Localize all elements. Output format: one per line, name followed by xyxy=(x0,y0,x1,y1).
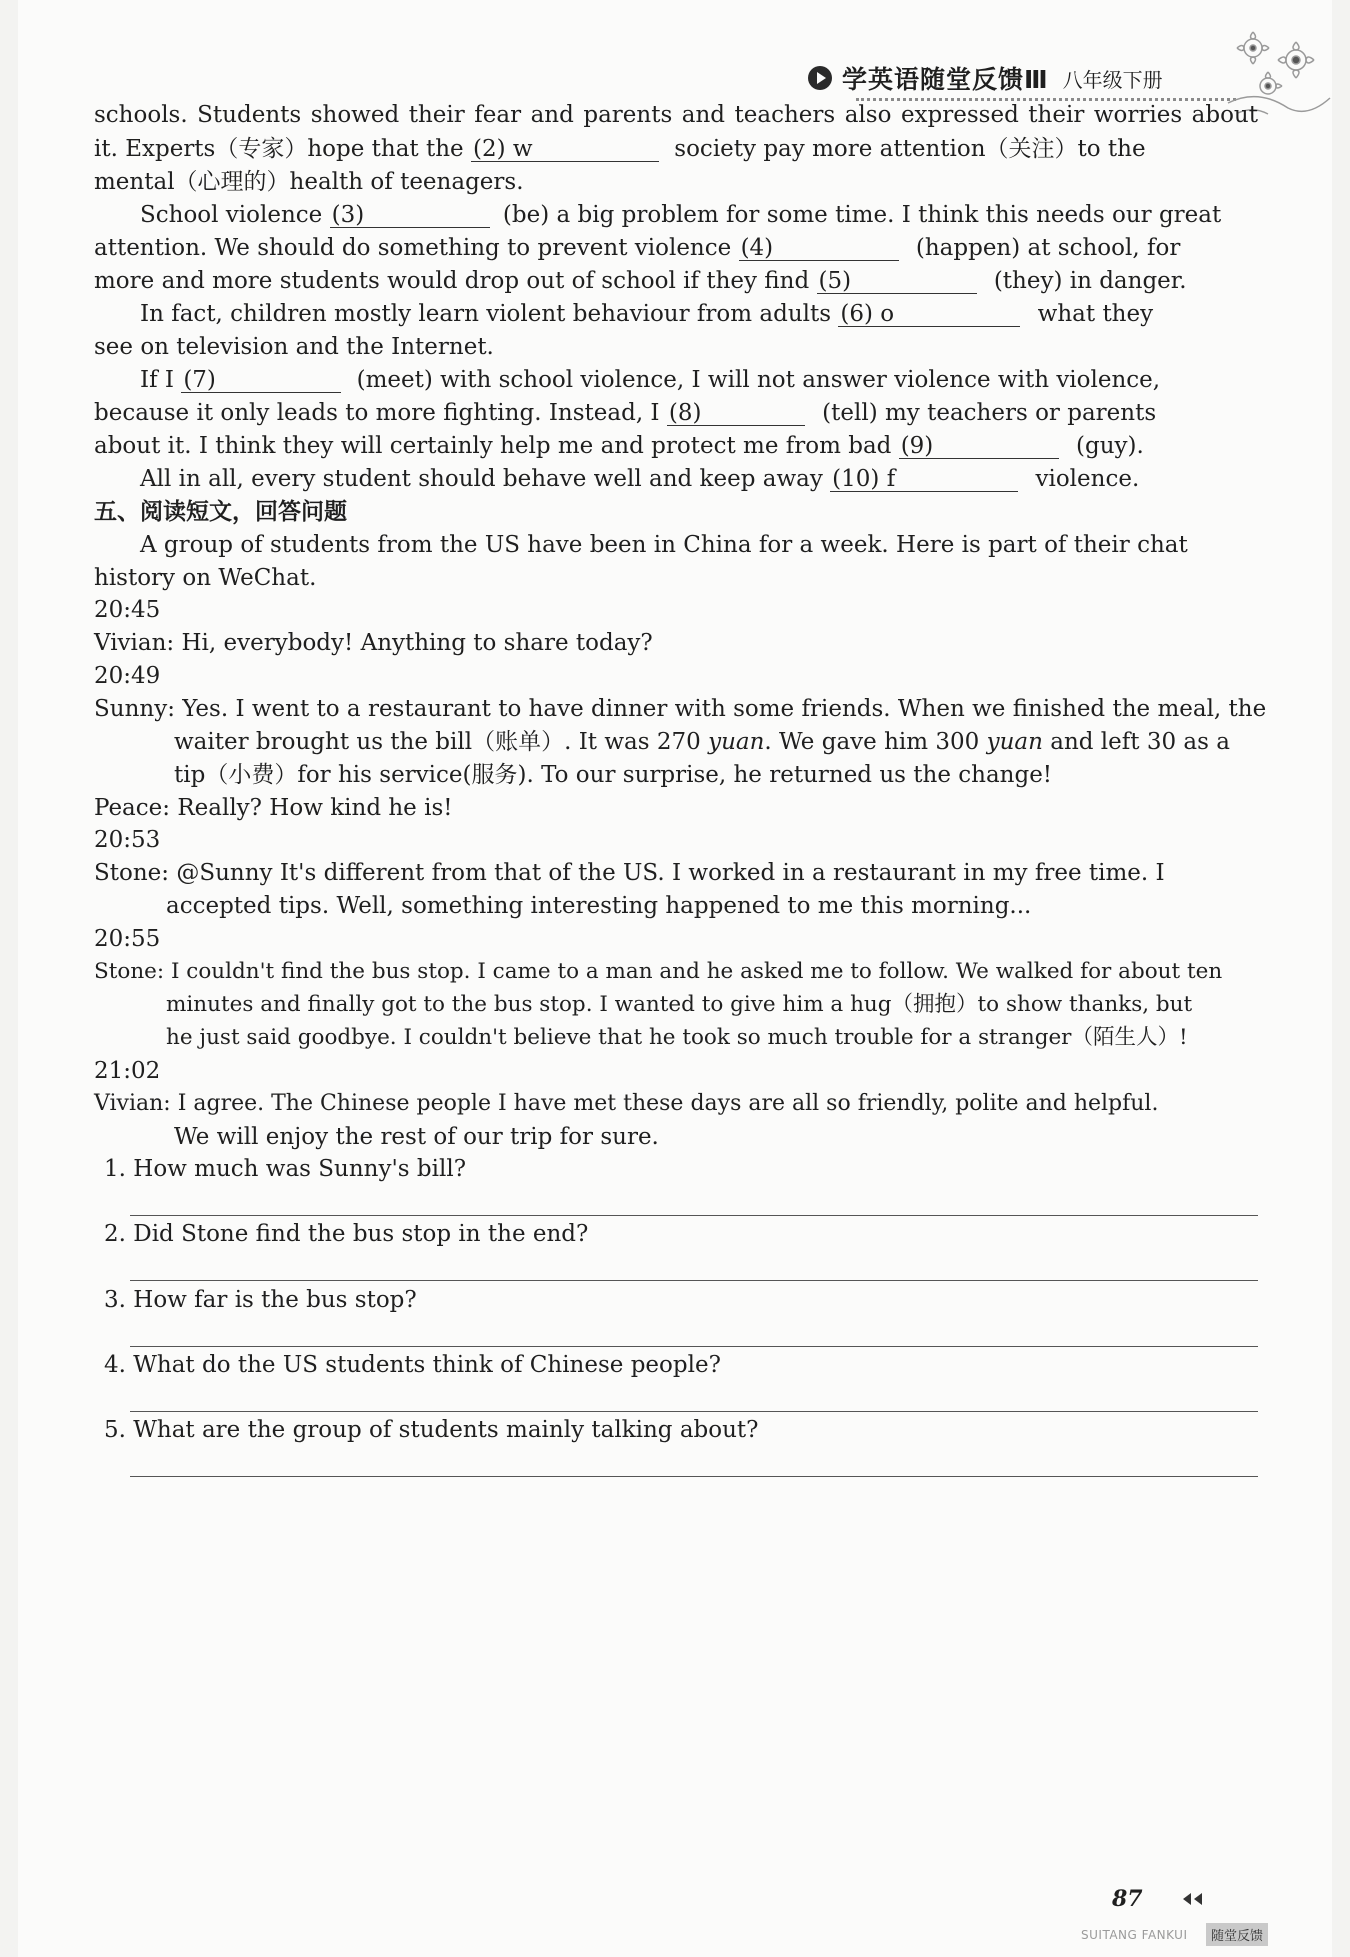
chat-message: Vivian: I agree. The Chinese people I have met these days are all so friendly, polite and helpful. xyxy=(94,1091,1159,1116)
question-2: 2. Did Stone find the bus stop in the end? xyxy=(104,1221,589,1247)
blank-9[interactable]: (9) xyxy=(899,430,1059,459)
passage-line: because it only leads to more fighting. Instead, I (8) (tell) my teachers or parents xyxy=(94,396,1258,430)
blank-5[interactable]: (5) xyxy=(817,265,977,294)
passage-line: more and more students would drop out of school if they find (5) (they) in danger. xyxy=(94,264,1258,298)
page-number: 87 xyxy=(1112,1886,1143,1912)
question-5: 5. What are the group of students mainly talking about? xyxy=(104,1417,759,1443)
blank-6[interactable]: (6) o xyxy=(838,298,1020,327)
chat-timestamp: 20:45 xyxy=(94,597,161,623)
section-intro: history on WeChat. xyxy=(94,565,317,591)
passage-line: schools. Students showed their fear and parents and teachers also expressed their worries about xyxy=(94,102,1258,128)
double-arrow-left-icon xyxy=(1180,1892,1204,1906)
answer-line-3[interactable] xyxy=(130,1346,1258,1347)
chat-message: Stone: @Sunny It's different from that of the US. I worked in a restaurant in my free time. I xyxy=(94,860,1165,886)
answer-line-1[interactable] xyxy=(130,1215,1258,1216)
question-3: 3. How far is the bus stop? xyxy=(104,1287,417,1313)
passage-line: School violence (3) (be) a big problem for some time. I think this needs our great xyxy=(94,198,1258,232)
passage-line: about it. I think they will certainly help me and protect me from bad (9) (guy). xyxy=(94,429,1258,463)
blank-2[interactable]: (2) w xyxy=(471,133,659,162)
footer-brand-en: SUITANG FANKUI xyxy=(1081,1928,1188,1942)
blank-7[interactable]: (7) xyxy=(181,364,341,393)
answer-line-4[interactable] xyxy=(130,1411,1258,1412)
chat-message: Sunny: Yes. I went to a restaurant to have dinner with some friends. When we finished the meal, the xyxy=(94,696,1267,722)
chat-timestamp: 20:53 xyxy=(94,827,161,853)
blank-4[interactable]: (4) xyxy=(739,232,899,261)
chat-message: Vivian: Hi, everybody! Anything to share today? xyxy=(94,630,653,656)
series-title: 学英语随堂反馈Ⅲ xyxy=(842,65,1049,94)
answer-line-5[interactable] xyxy=(130,1476,1258,1477)
chat-message-cont: tip（小费）for his service(服务). To our surprise, he returned us the change! xyxy=(174,762,1053,788)
chat-message-cont: minutes and finally got to the bus stop. I wanted to give him a hug（拥抱）to show thanks, but xyxy=(166,992,1193,1017)
answer-line-2[interactable] xyxy=(130,1280,1258,1281)
footer-brand-zh: 随堂反馈 xyxy=(1206,1923,1268,1946)
blank-8[interactable]: (8) xyxy=(667,397,805,426)
chat-timestamp: 21:02 xyxy=(94,1058,161,1084)
chat-message: Peace: Really? How kind he is! xyxy=(94,795,453,821)
passage-line: mental（心理的）health of teenagers. xyxy=(94,169,524,195)
blank-3[interactable]: (3) xyxy=(330,199,490,228)
passage-line: see on television and the Internet. xyxy=(94,334,494,360)
worksheet-page xyxy=(18,0,1332,1957)
question-1: 1. How much was Sunny's bill? xyxy=(104,1156,467,1182)
grade-label: 八年级下册 xyxy=(1062,67,1163,92)
chat-message: Stone: I couldn't find the bus stop. I came to a man and he asked me to follow. We walked for about ten xyxy=(94,959,1223,984)
section-title: 五、阅读短文，回答问题 xyxy=(94,499,347,525)
chat-timestamp: 20:49 xyxy=(94,663,161,689)
passage-line: it. Experts（专家）hope that the (2) w society pay more attention（关注）to the xyxy=(94,132,1258,166)
play-icon xyxy=(808,66,832,90)
passage-line: If I (7) (meet) with school violence, I will not answer violence with violence, xyxy=(94,363,1258,397)
chat-message-cont: he just said goodbye. I couldn't believe that he took so much trouble for a stranger（陌生人）! xyxy=(166,1025,1188,1050)
passage-line: attention. We should do something to prevent violence (4) (happen) at school, for xyxy=(94,231,1258,265)
passage-line: All in all, every student should behave well and keep away (10) f violence. xyxy=(94,462,1258,496)
chat-message-cont: accepted tips. Well, something interesting happened to me this morning... xyxy=(166,893,1032,919)
chat-timestamp: 20:55 xyxy=(94,926,161,952)
section-intro: A group of students from the US have been in China for a week. Here is part of their chat xyxy=(140,532,1188,558)
passage-line: In fact, children mostly learn violent behaviour from adults (6) o what they xyxy=(94,297,1258,331)
chat-message-cont: We will enjoy the rest of our trip for sure. xyxy=(174,1124,659,1150)
question-4: 4. What do the US students think of Chinese people? xyxy=(104,1352,721,1378)
chat-message-cont: waiter brought us the bill（账单）. It was 270 yuan. We gave him 300 yuan and left 30 as a xyxy=(174,729,1230,755)
page-header xyxy=(808,58,1238,98)
blank-10[interactable]: (10) f xyxy=(830,463,1018,492)
